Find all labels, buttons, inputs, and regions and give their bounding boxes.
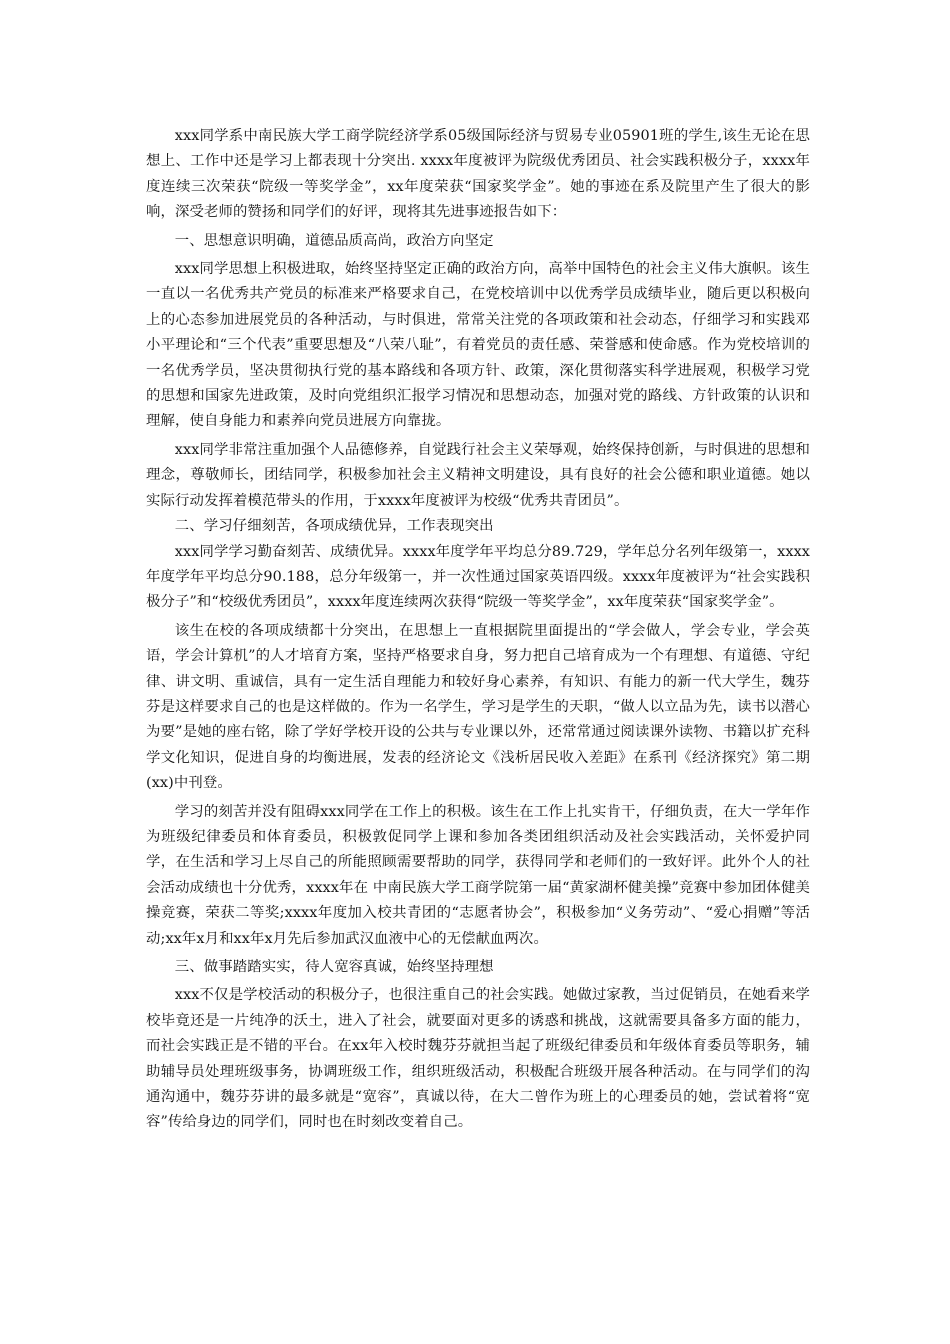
body-paragraph: xxx同学思想上积极进取，始终坚持坚定正确的政治方向，高举中国特色的社会主义伟大旗帜。该生一直以一名优秀共产党员的标准来严格要求自己，在党校培训中以优秀学员成绩毕业，随后更以积极向上的心态参加进展党员的各种活动，与时俱进，常常关注党的各项政策和社会动态，仔细学习和实践邓小平理论和“三个代表”重要思想及“八荣八耻”，有着党员的责任感、荣誉感和使命感。作为党校培训的一名优秀学员，坚决贯彻执行党的基本路线和各项方针、政策，深化贯彻落实科学进展观，积极学习党的思想和国家先进政策，及时向党组织汇报学习情况和思想动态，加强对党的路线、方针政策的认识和理解，使自身能力和素养向党员进展方向靠拢。 (146, 261, 810, 430)
document-body (146, 124, 810, 1136)
body-paragraph: xxx同学学习勤奋刻苦、成绩优异。xxxx年度学年平均总分89.729，学年总分名列年级第一，xxxx年度学年平均总分90.188，总分年级第一，并一次性通过国家英语四级。xxxx年度被评为“社会实践积极分子”和“校级优秀团员”，xxxx年度连续两次获得“院级一等奖学金”，xx年度荣获“国家奖学金”。 (146, 543, 810, 611)
body-paragraph: xxx同学非常注重加强个人品德修养，自觉践行社会主义荣辱观，始终保持创新，与时俱进的思想和理念，尊敬师长，团结同学，积极参加社会主义精神文明建设，具有良好的社会公德和职业道德。她以实际行动发挥着模范带头的作用，于xxxx年度被评为校级“优秀共青团员”。 (146, 441, 810, 509)
section-heading-2: 二、学习仔细刻苦，各项成绩优异，工作表现突出 (174, 518, 494, 535)
body-paragraph: 该生在校的各项成绩都十分突出，在思想上一直根据院里面提出的“学会做人，学会专业，学会英语，学会计算机”的人才培育方案，坚持严格要求自身，努力把自己培育成为一个有理想、有道德、守纪律、讲文明、重诚信，具有一定生活自理能力和较好身心素养，有知识、有能力的新一代大学生，魏芬芬是这样要求自己的也是这样做的。作为一名学生，学习是学生的天职，“做人以立品为先，读书以潜心为要”是她的座右铭，除了学好学校开设的公共与专业课以外，还常常通过阅读课外读物、书籍以扩充科学文化知识，促进自身的均衡进展，发表的经济论文《浅析居民收入差距》在系刊《经济探究》第二期(xx)中刊登。 (146, 622, 810, 792)
section-heading-1: 一、思想意识明确，道德品质高尚，政治方向坚定 (174, 232, 494, 249)
intro-paragraph: xxx同学系中南民族大学工商学院经济学系05级国际经济与贸易专业05901班的学生,该生无论在思想上、工作中还是学习上都表现十分突出. xxxx年度被评为院级优秀团员、社会实践积极分子，xxxx年度连续三次荣获“院级一等奖学金”，xx年度荣获“国家奖学金”。她的事迹在系及院里产生了很大的影响，深受老师的赞扬和同学们的好评，现将其先进事迹报告如下： (146, 128, 810, 221)
body-paragraph: 学习的刻苦并没有阻碍xxx同学在工作上的积极。该生在工作上扎实肯干，仔细负责，在大一学年作为班级纪律委员和体育委员，积极敦促同学上课和参加各类团组织活动及社会实践活动，关怀爱护同学，在生活和学习上尽自己的所能照顾需要帮助的同学，获得同学和老师们的一致好评。此外个人的社会活动成绩也十分优秀，xxxx年在 中南民族大学工商学院第一届“黄家湖杯健美操”竞赛中参加团体健美操竞赛，荣获二等奖;xxxx年度加入校共青团的“志愿者协会”，积极参加“义务劳动”、“爱心捐赠”等活动;xx年x月和xx年x月先后参加武汉血液中心的无偿献血两次。 (146, 803, 810, 947)
body-paragraph: xxx不仅是学校活动的积极分子，也很注重自己的社会实践。她做过家教，当过促销员，在她看来学校毕竟还是一片纯净的沃土，进入了社会，就要面对更多的诱惑和挑战，这就需要具备多方面的能力，而社会实践正是不错的平台。在xx年入校时魏芬芬就担当起了班级纪律委员和年级体育委员等职务，辅助辅导员处理班级事务，协调班级工作，组织班级活动，积极配合班级开展各种活动。在与同学们的沟通沟通中，魏芬芬讲的最多就是“宽容”，真诚以待，在大二曾作为班上的心理委员的她，尝试着将“宽容”传给身边的同学们，同时也在时刻改变着自己。 (146, 987, 810, 1131)
section-heading-3: 三、做事踏踏实实，待人宽容真诚，始终坚持理想 (174, 959, 494, 975)
